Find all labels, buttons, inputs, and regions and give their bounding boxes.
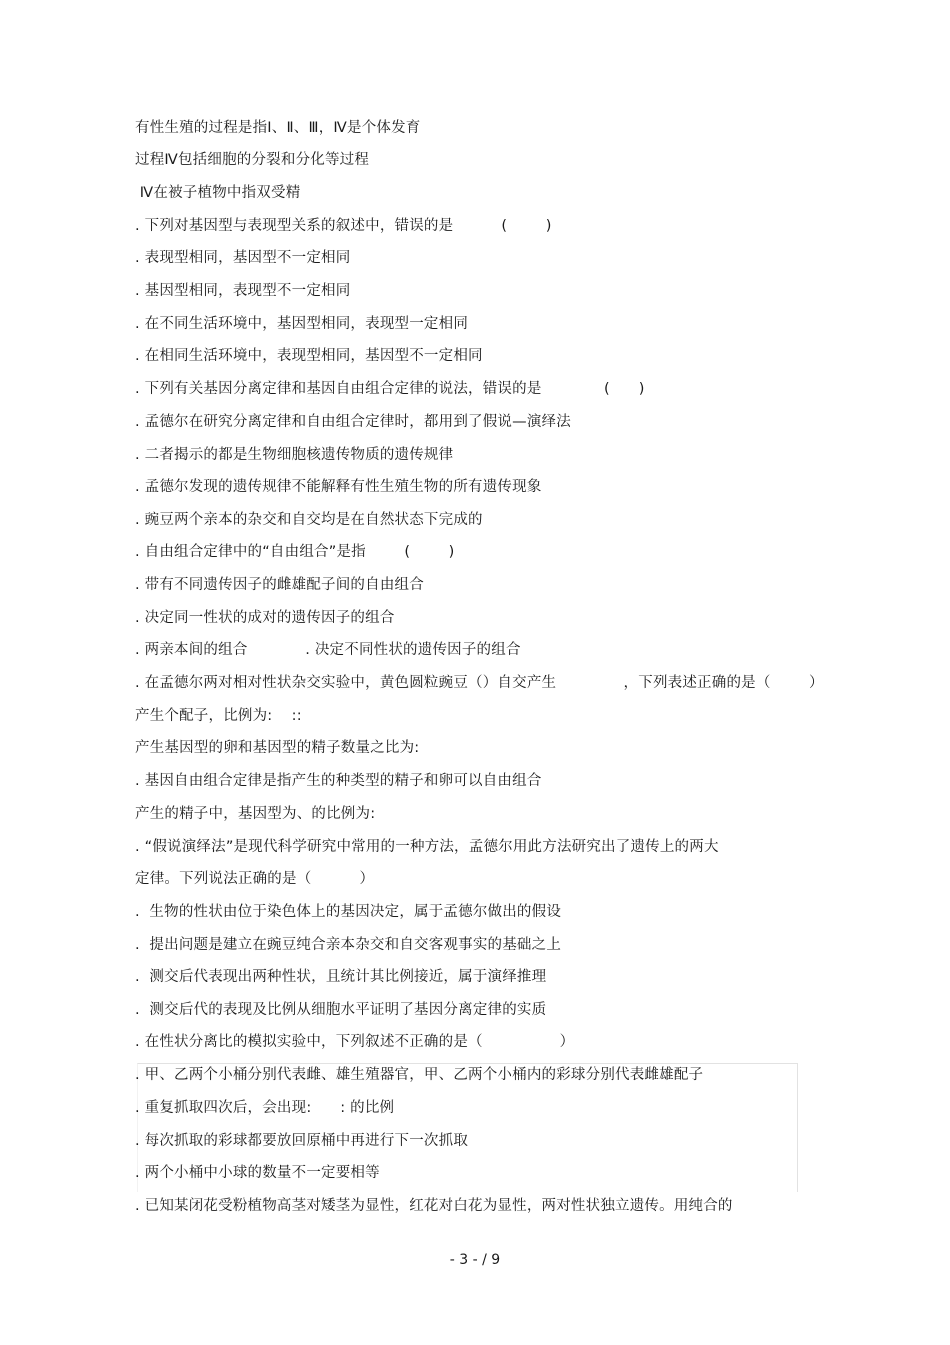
answer-option: . 在不同生活环境中，基因型相同，表现型一定相同 xyxy=(135,316,469,332)
answer-option: 产生的精子中，基因型为、的比例为: xyxy=(135,806,376,822)
question-stem: . 自由组合定律中的“自由组合”是指 ( ) xyxy=(135,544,455,560)
answer-option: . 测交后代的表现及比例从细胞水平证明了基因分离定律的实质 xyxy=(135,1002,547,1018)
answer-option: . 决定同一性状的成对的遗传因子的组合 xyxy=(135,610,395,626)
answer-option: . 孟德尔在研究分离定律和自由组合定律时，都用到了假说—演绎法 xyxy=(135,414,571,430)
question-stem: . 下列对基因型与表现型关系的叙述中，错误的是 ( ) xyxy=(135,218,552,234)
answer-option: . 每次抓取的彩球都要放回原桶中再进行下一次抓取 xyxy=(135,1133,469,1149)
answer-option: . 带有不同遗传因子的雌雄配子间的自由组合 xyxy=(135,577,424,593)
answer-option: . 提出问题是建立在豌豆纯合亲本杂交和自交客观事实的基础之上 xyxy=(135,937,562,953)
text-line: 过程Ⅳ包括细胞的分裂和分化等过程 xyxy=(135,152,370,168)
question-stem: . 下列有关基因分离定律和基因自由组合定律的说法，错误的是 ( ) xyxy=(135,381,645,397)
answer-option: 产生基因型的卵和基因型的精子数量之比为: xyxy=(135,740,420,756)
answer-option: . 基因型相同，表现型不一定相同 xyxy=(135,283,351,299)
answer-option: . 基因自由组合定律是指产生的种类型的精子和卵可以自由组合 xyxy=(135,773,542,789)
answer-option: . 甲、乙两个小桶分别代表雌、雄生殖器官，甲、乙两个小桶内的彩球分别代表雌雄配子 xyxy=(135,1067,704,1083)
answer-option: . 二者揭示的都是生物细胞核遗传物质的遗传规律 xyxy=(135,447,454,463)
question-stem: . 在孟德尔两对相对性状杂交实验中，黄色圆粒豌豆（）自交产生 ，下列表述正确的是（ ） xyxy=(135,675,824,691)
answer-option: . 重复抓取四次后，会出现: : 的比例 xyxy=(135,1100,395,1116)
answer-option: 产生个配子，比例为: :: xyxy=(135,708,302,724)
text-line: Ⅳ在被子植物中指双受精 xyxy=(135,185,301,201)
question-stem: . 已知某闭花受粉植物高茎对矮茎为显性，红花对白花为显性，两对性状独立遗传。用纯合的 xyxy=(135,1198,733,1214)
question-stem: . 在性状分离比的模拟实验中，下列叙述不正确的是（ ） xyxy=(135,1034,575,1050)
answer-option: . 生物的性状由位于染色体上的基因决定，属于孟德尔做出的假设 xyxy=(135,904,562,920)
answer-option: . 孟德尔发现的遗传规律不能解释有性生殖生物的所有遗传现象 xyxy=(135,479,542,495)
answer-option: . 豌豆两个亲本的杂交和自交均是在自然状态下完成的 xyxy=(135,512,483,528)
answer-option: . 在相同生活环境中，表现型相同，基因型不一定相同 xyxy=(135,348,483,364)
answer-option: . 测交后代表现出两种性状，且统计其比例接近，属于演绎推理 xyxy=(135,969,547,985)
text-line: 有性生殖的过程是指Ⅰ、Ⅱ、Ⅲ，Ⅳ是个体发育 xyxy=(135,120,421,136)
answer-option: . 两亲本间的组合 . 决定不同性状的遗传因子的组合 xyxy=(135,642,521,658)
page-number: - 3 - / 9 xyxy=(449,1252,501,1268)
question-stem: . “假说演绎法”是现代科学研究中常用的一种方法，孟德尔用此方法研究出了遗传上的两大 xyxy=(135,839,719,855)
answer-option: . 表现型相同，基因型不一定相同 xyxy=(135,250,351,266)
answer-option: . 两个小桶中小球的数量不一定要相等 xyxy=(135,1165,380,1181)
question-stem: 定律。下列说法正确的是（ ） xyxy=(135,871,375,887)
